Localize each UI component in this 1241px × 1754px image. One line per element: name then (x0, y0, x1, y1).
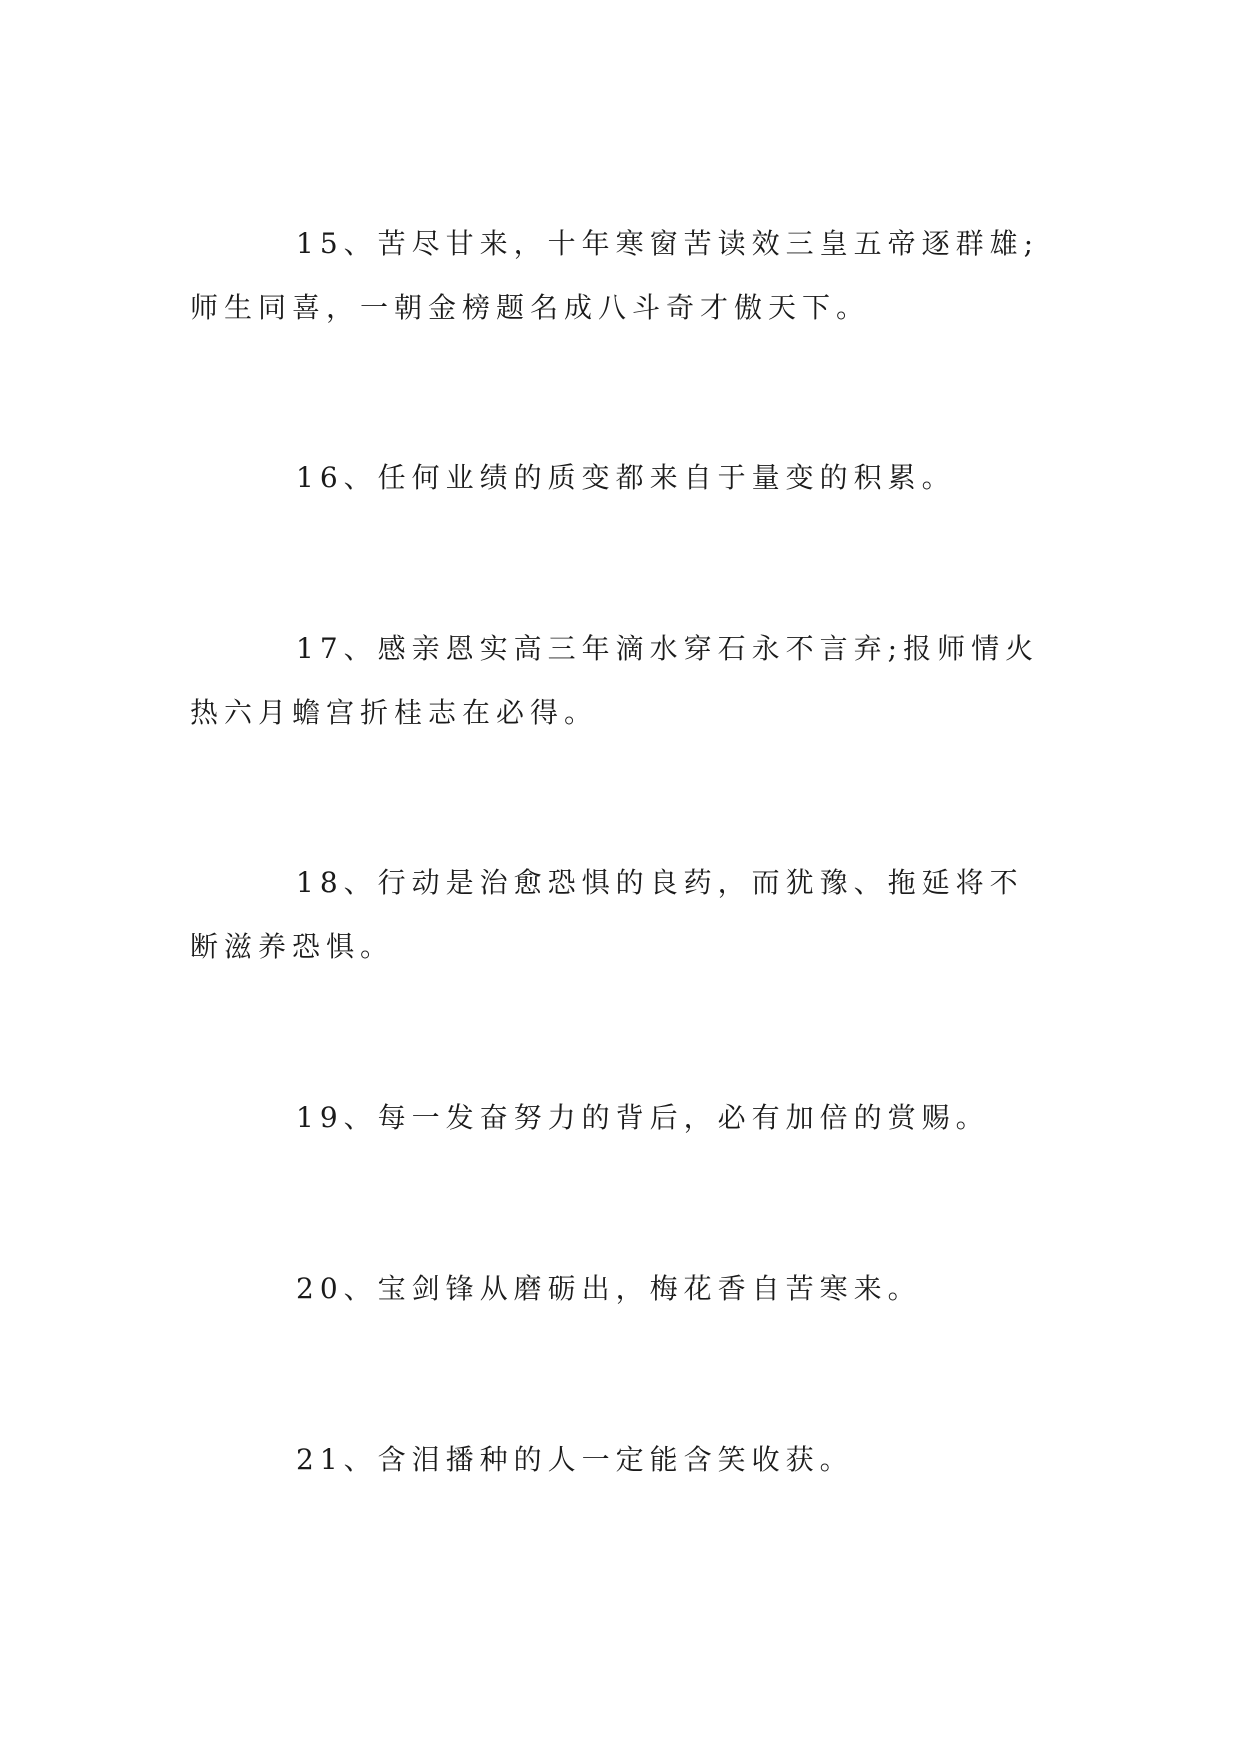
quote-paragraph-17: 17、感亲恩实高三年滴水穿石永不言弃;报师情火热六月蟾宫折桂志在必得。 (190, 632, 1040, 729)
quote-paragraph-15: 15、苦尽甘来，十年寒窗苦读效三皇五帝逐群雄;师生同喜，一朝金榜题名成八斗奇才傲天下。 (190, 227, 1040, 324)
quote-paragraph-18: 18、行动是治愈恐惧的良药，而犹豫、拖延将不断滋养恐惧。 (190, 866, 1024, 963)
quote-paragraph-16: 16、任何业绩的质变都来自于量变的积累。 (296, 461, 956, 494)
quote-paragraph-21: 21、含泪播种的人一定能含笑收获。 (296, 1443, 854, 1476)
quote-paragraph-20: 20、宝剑锋从磨砺出，梅花香自苦寒来。 (296, 1272, 922, 1305)
quote-paragraph-19: 19、每一发奋努力的背后，必有加倍的赏赐。 (296, 1101, 990, 1134)
